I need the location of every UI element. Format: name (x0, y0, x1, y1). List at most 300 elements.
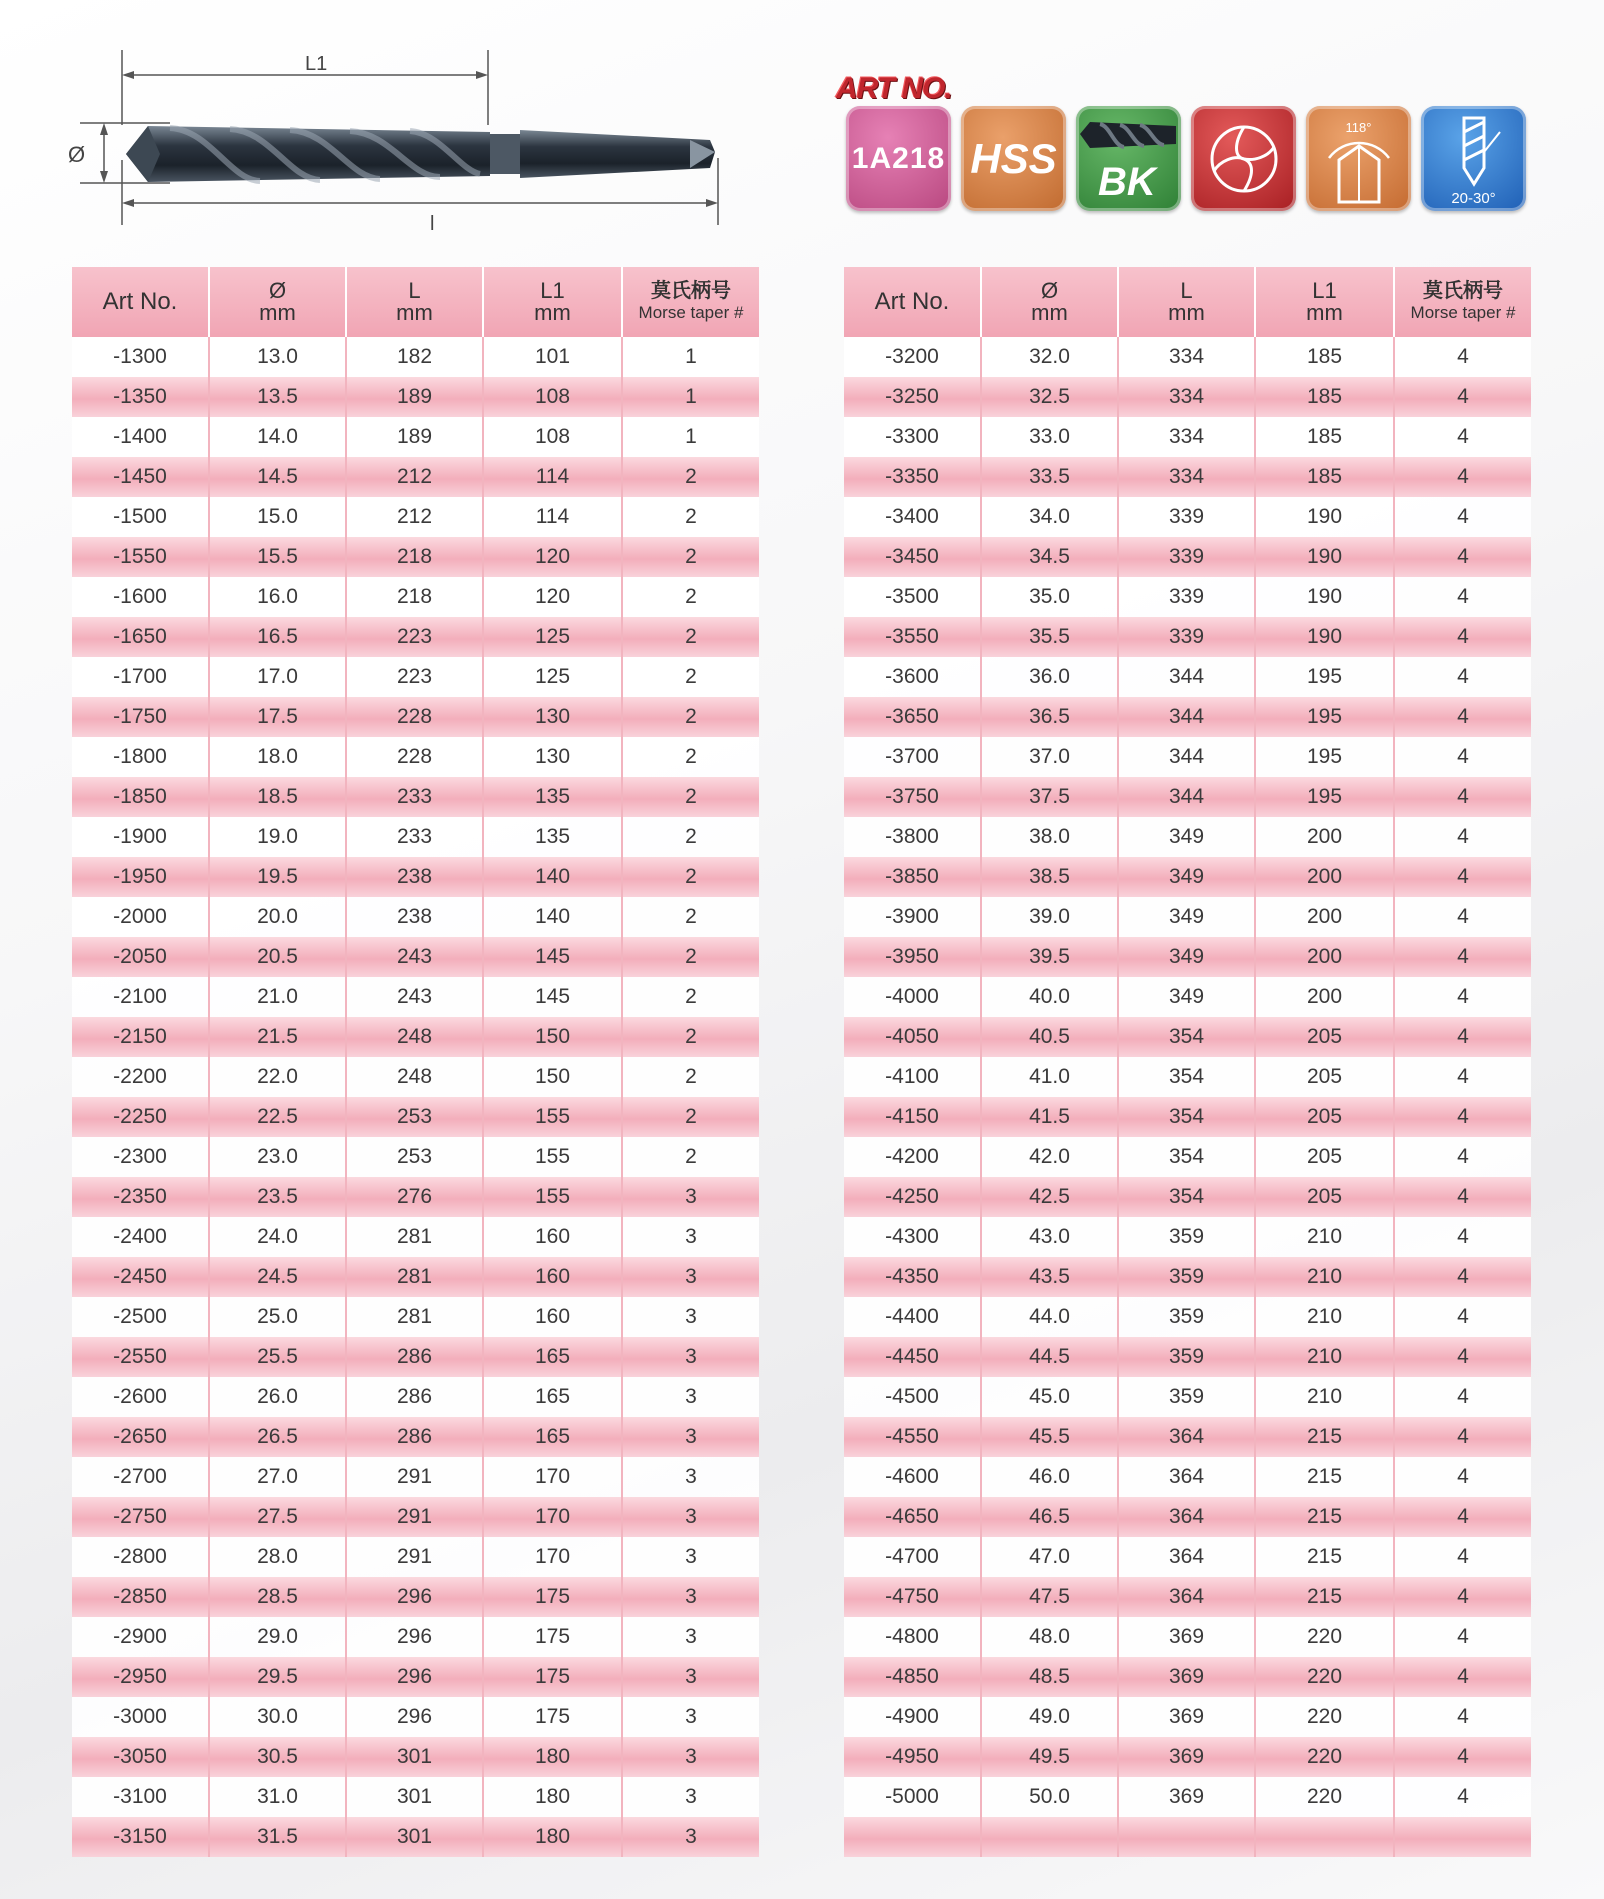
cell-flute-length: 215 (1255, 1537, 1394, 1577)
cell-art-no: -2000 (72, 897, 209, 937)
cell-diameter: 25.5 (209, 1337, 346, 1377)
cell-art-no: -2400 (72, 1217, 209, 1257)
cell-diameter: 37.5 (981, 777, 1118, 817)
cell-length: 334 (1118, 417, 1255, 457)
table-row (72, 1097, 759, 1137)
cell-morse-taper: 4 (1394, 817, 1531, 857)
cell-length: 349 (1118, 897, 1255, 937)
feature-badges (846, 106, 1526, 211)
cell-morse-taper: 3 (622, 1297, 759, 1337)
cell-diameter: 27.0 (209, 1457, 346, 1497)
cell-art-no: -2650 (72, 1417, 209, 1457)
table-row (844, 1497, 1531, 1537)
cell-diameter: 40.5 (981, 1017, 1118, 1057)
table-row (72, 577, 759, 617)
table-row (72, 1657, 759, 1697)
header-length: L mm (1118, 267, 1255, 337)
cell-art-no: -3550 (844, 617, 981, 657)
table-row (72, 1217, 759, 1257)
cell-flute-length: 220 (1255, 1777, 1394, 1817)
cell-flute-length: 190 (1255, 577, 1394, 617)
table-row (72, 457, 759, 497)
cell-art-no: -1300 (72, 337, 209, 377)
cell-flute-length: 145 (483, 937, 622, 977)
cell-flute-length: 195 (1255, 737, 1394, 777)
cell-length: 238 (346, 857, 483, 897)
cell-length: 354 (1118, 1177, 1255, 1217)
cell-diameter: 15.0 (209, 497, 346, 537)
cell-flute-length: 210 (1255, 1297, 1394, 1337)
cell-diameter: 20.5 (209, 937, 346, 977)
cell-art-no: -1900 (72, 817, 209, 857)
table-row (844, 977, 1531, 1017)
cell-diameter: 31.0 (209, 1777, 346, 1817)
cell-length: 369 (1118, 1617, 1255, 1657)
header-morse-taper: 莫氏柄号 Morse taper # (1394, 267, 1531, 337)
cell-flute-length: 170 (483, 1537, 622, 1577)
cell-length: 281 (346, 1257, 483, 1297)
cell-flute-length: 185 (1255, 377, 1394, 417)
cell-flute-length: 195 (1255, 777, 1394, 817)
cell-diameter: 33.0 (981, 417, 1118, 457)
cell-morse-taper: 4 (1394, 1777, 1531, 1817)
cell-art-no: -4500 (844, 1377, 981, 1417)
cell-length: 238 (346, 897, 483, 937)
cell-diameter: 35.5 (981, 617, 1118, 657)
cell-morse-taper: 2 (622, 657, 759, 697)
table-row (844, 1657, 1531, 1697)
cell-length: 339 (1118, 537, 1255, 577)
cell-length: 364 (1118, 1497, 1255, 1537)
cell-morse-taper: 4 (1394, 497, 1531, 537)
cell-length: 243 (346, 977, 483, 1017)
cell-morse-taper: 3 (622, 1257, 759, 1297)
cell-flute-length: 200 (1255, 937, 1394, 977)
cell-diameter: 18.5 (209, 777, 346, 817)
cell-morse-taper: 3 (622, 1777, 759, 1817)
cell-morse-taper: 4 (1394, 1697, 1531, 1737)
table-row (72, 1297, 759, 1337)
cell-length: 359 (1118, 1217, 1255, 1257)
cell-length: 296 (346, 1657, 483, 1697)
flute-badge (1191, 106, 1296, 211)
cell-flute-length: 175 (483, 1697, 622, 1737)
cell-flute-length: 155 (483, 1137, 622, 1177)
cell-flute-length: 125 (483, 657, 622, 697)
cell-art-no: -4200 (844, 1137, 981, 1177)
cell-art-no: -1350 (72, 377, 209, 417)
cell-diameter: 46.0 (981, 1457, 1118, 1497)
cell-flute-length: 175 (483, 1617, 622, 1657)
cell-length: 334 (1118, 377, 1255, 417)
cell-art-no: -4550 (844, 1417, 981, 1457)
cell-morse-taper: 4 (1394, 897, 1531, 937)
cell-length: 228 (346, 737, 483, 777)
table-row (844, 1817, 1531, 1857)
cell-flute-length: 145 (483, 977, 622, 1017)
cell-diameter: 34.0 (981, 497, 1118, 537)
table-row (844, 1097, 1531, 1137)
cell-length (1118, 1817, 1255, 1857)
cell-art-no: -4000 (844, 977, 981, 1017)
cell-flute-length: 170 (483, 1497, 622, 1537)
cell-art-no: -3450 (844, 537, 981, 577)
cell-art-no: -1800 (72, 737, 209, 777)
cell-diameter: 13.5 (209, 377, 346, 417)
cell-art-no: -2900 (72, 1617, 209, 1657)
cell-diameter: 41.5 (981, 1097, 1118, 1137)
cell-flute-length: 165 (483, 1417, 622, 1457)
table-row (844, 777, 1531, 817)
cell-diameter: 36.5 (981, 697, 1118, 737)
cell-art-no: -2200 (72, 1057, 209, 1097)
cell-flute-length: 220 (1255, 1697, 1394, 1737)
cell-flute-length: 150 (483, 1057, 622, 1097)
table-row (72, 737, 759, 777)
cell-art-no: -1600 (72, 577, 209, 617)
cell-art-no: -3800 (844, 817, 981, 857)
cell-length: 182 (346, 337, 483, 377)
cell-art-no: -2850 (72, 1577, 209, 1617)
cell-diameter: 24.0 (209, 1217, 346, 1257)
cell-length: 296 (346, 1617, 483, 1657)
cell-art-no: -3700 (844, 737, 981, 777)
cell-morse-taper: 3 (622, 1457, 759, 1497)
cell-morse-taper: 4 (1394, 417, 1531, 457)
table-row (844, 1457, 1531, 1497)
cell-morse-taper: 4 (1394, 1137, 1531, 1177)
cell-diameter: 47.5 (981, 1577, 1118, 1617)
header-diameter: Ø mm (981, 267, 1118, 337)
cell-flute-length: 160 (483, 1217, 622, 1257)
cell-morse-taper: 4 (1394, 1737, 1531, 1777)
cell-morse-taper: 3 (622, 1657, 759, 1697)
cell-flute-length: 200 (1255, 977, 1394, 1017)
header-diameter: Ø mm (209, 267, 346, 337)
cell-morse-taper: 4 (1394, 1617, 1531, 1657)
cell-morse-taper: 2 (622, 457, 759, 497)
cell-art-no: -4900 (844, 1697, 981, 1737)
cell-length: 339 (1118, 497, 1255, 537)
cell-morse-taper: 4 (1394, 1017, 1531, 1057)
cell-morse-taper: 4 (1394, 697, 1531, 737)
cell-diameter: 44.0 (981, 1297, 1118, 1337)
cell-art-no: -2100 (72, 977, 209, 1017)
cell-length: 291 (346, 1497, 483, 1537)
cell-flute-length: 135 (483, 777, 622, 817)
table-header-row (72, 267, 759, 337)
cell-diameter: 17.5 (209, 697, 346, 737)
cell-diameter: 37.0 (981, 737, 1118, 777)
table-row (72, 537, 759, 577)
table-row (844, 1017, 1531, 1057)
cell-flute-length: 125 (483, 617, 622, 657)
cell-morse-taper: 4 (1394, 577, 1531, 617)
point-angle-label: 118° (1345, 120, 1372, 135)
cell-flute-length (1255, 1817, 1394, 1857)
art-no-badge (846, 106, 951, 211)
cell-art-no: -3400 (844, 497, 981, 537)
cell-length: 218 (346, 537, 483, 577)
cell-morse-taper: 1 (622, 417, 759, 457)
cell-diameter: 39.0 (981, 897, 1118, 937)
cell-art-no: -2950 (72, 1657, 209, 1697)
cell-morse-taper: 2 (622, 737, 759, 777)
cell-flute-length: 114 (483, 457, 622, 497)
cell-morse-taper: 3 (622, 1217, 759, 1257)
cell-morse-taper: 4 (1394, 1337, 1531, 1377)
cell-morse-taper: 4 (1394, 537, 1531, 577)
cell-length: 359 (1118, 1337, 1255, 1377)
cell-morse-taper: 3 (622, 1537, 759, 1577)
table-row (72, 497, 759, 537)
helix-drill-icon (1434, 112, 1514, 192)
cell-morse-taper: 2 (622, 1017, 759, 1057)
cell-morse-taper: 3 (622, 1737, 759, 1777)
cell-morse-taper: 4 (1394, 977, 1531, 1017)
cell-diameter: 45.0 (981, 1377, 1118, 1417)
cell-length: 339 (1118, 617, 1255, 657)
cell-diameter: 21.0 (209, 977, 346, 1017)
cell-diameter: 46.5 (981, 1497, 1118, 1537)
table-row (72, 1777, 759, 1817)
table-row (72, 1417, 759, 1457)
cell-morse-taper: 4 (1394, 737, 1531, 777)
table-row (72, 1737, 759, 1777)
cell-length: 189 (346, 417, 483, 457)
cell-flute-length: 210 (1255, 1217, 1394, 1257)
table-row (72, 697, 759, 737)
flute-section-icon (1204, 119, 1284, 199)
cell-diameter: 19.0 (209, 817, 346, 857)
table-row (844, 337, 1531, 377)
cell-art-no: -2450 (72, 1257, 209, 1297)
cell-flute-length: 190 (1255, 617, 1394, 657)
cell-morse-taper: 4 (1394, 1057, 1531, 1097)
cell-art-no: -4150 (844, 1097, 981, 1137)
cell-morse-taper: 4 (1394, 1177, 1531, 1217)
cell-art-no: -1700 (72, 657, 209, 697)
cell-length: 281 (346, 1217, 483, 1257)
cell-length: 253 (346, 1137, 483, 1177)
cell-length: 354 (1118, 1057, 1255, 1097)
cell-art-no: -4250 (844, 1177, 981, 1217)
cell-length: 349 (1118, 977, 1255, 1017)
cell-art-no: -4050 (844, 1017, 981, 1057)
cell-length: 301 (346, 1737, 483, 1777)
cell-morse-taper: 4 (1394, 777, 1531, 817)
cell-art-no: -1400 (72, 417, 209, 457)
cell-art-no: -3150 (72, 1817, 209, 1857)
cell-flute-length: 220 (1255, 1657, 1394, 1697)
cell-diameter: 23.0 (209, 1137, 346, 1177)
cell-art-no: -3100 (72, 1777, 209, 1817)
cell-flute-length: 200 (1255, 857, 1394, 897)
table-row (844, 737, 1531, 777)
cell-diameter: 49.0 (981, 1697, 1118, 1737)
cell-art-no: -2350 (72, 1177, 209, 1217)
cell-morse-taper: 4 (1394, 1537, 1531, 1577)
cell-art-no: -2600 (72, 1377, 209, 1417)
cell-length: 189 (346, 377, 483, 417)
art-no-value: 1A218 (851, 141, 946, 175)
cell-flute-length: 205 (1255, 1057, 1394, 1097)
table-row (72, 1457, 759, 1497)
table-row (844, 1537, 1531, 1577)
cell-flute-length: 205 (1255, 1177, 1394, 1217)
cell-art-no: -3000 (72, 1697, 209, 1737)
cell-diameter: 14.5 (209, 457, 346, 497)
cell-diameter: 22.5 (209, 1097, 346, 1137)
table-row (72, 1017, 759, 1057)
cell-flute-length: 120 (483, 577, 622, 617)
cell-flute-length: 114 (483, 497, 622, 537)
header-length: L mm (346, 267, 483, 337)
cell-art-no: -3600 (844, 657, 981, 697)
table-row (844, 577, 1531, 617)
cell-flute-length: 120 (483, 537, 622, 577)
table-row (72, 1137, 759, 1177)
cell-diameter: 30.5 (209, 1737, 346, 1777)
cell-morse-taper: 3 (622, 1697, 759, 1737)
cell-flute-length: 185 (1255, 457, 1394, 497)
finish-label: BK (1098, 160, 1156, 204)
cell-flute-length: 185 (1255, 337, 1394, 377)
cell-length: 349 (1118, 937, 1255, 977)
cell-flute-length: 130 (483, 697, 622, 737)
cell-morse-taper: 4 (1394, 337, 1531, 377)
cell-flute-length: 180 (483, 1817, 622, 1857)
cell-diameter: 19.5 (209, 857, 346, 897)
cell-art-no: -3200 (844, 337, 981, 377)
cell-art-no: -1750 (72, 697, 209, 737)
cell-morse-taper: 2 (622, 1097, 759, 1137)
cell-flute-length: 160 (483, 1297, 622, 1337)
cell-diameter: 17.0 (209, 657, 346, 697)
cell-morse-taper: 4 (1394, 1097, 1531, 1137)
cell-length: 369 (1118, 1657, 1255, 1697)
cell-diameter: 27.5 (209, 1497, 346, 1537)
cell-length: 276 (346, 1177, 483, 1217)
cell-length: 349 (1118, 817, 1255, 857)
drill-dimension-diagram (60, 40, 780, 240)
table-row (844, 617, 1531, 657)
cell-length: 248 (346, 1017, 483, 1057)
bk-finish-badge (1076, 106, 1181, 211)
header-art-no: Art No. (72, 267, 209, 337)
cell-diameter: 42.0 (981, 1137, 1118, 1177)
cell-art-no: -4750 (844, 1577, 981, 1617)
cell-diameter: 28.5 (209, 1577, 346, 1617)
cell-diameter: 32.0 (981, 337, 1118, 377)
cell-length: 296 (346, 1697, 483, 1737)
cell-art-no: -2300 (72, 1137, 209, 1177)
cell-art-no: -5000 (844, 1777, 981, 1817)
cell-morse-taper: 4 (1394, 1497, 1531, 1537)
cell-art-no: -1850 (72, 777, 209, 817)
table-row (844, 817, 1531, 857)
cell-flute-length: 101 (483, 337, 622, 377)
point-angle-badge (1306, 106, 1411, 211)
cell-diameter: 38.5 (981, 857, 1118, 897)
table-row (72, 617, 759, 657)
cell-art-no: -4650 (844, 1497, 981, 1537)
cell-morse-taper: 1 (622, 377, 759, 417)
table-row (72, 1697, 759, 1737)
cell-diameter: 13.0 (209, 337, 346, 377)
cell-art-no: -4100 (844, 1057, 981, 1097)
cell-morse-taper (1394, 1817, 1531, 1857)
header-flute-length: L1 mm (483, 267, 622, 337)
cell-morse-taper: 4 (1394, 457, 1531, 497)
header-morse-taper: 莫氏柄号 Morse taper # (622, 267, 759, 337)
cell-art-no: -3250 (844, 377, 981, 417)
cell-flute-length: 170 (483, 1457, 622, 1497)
cell-morse-taper: 4 (1394, 377, 1531, 417)
table-row (72, 337, 759, 377)
cell-art-no: -3650 (844, 697, 981, 737)
cell-art-no: -4600 (844, 1457, 981, 1497)
cell-diameter: 22.0 (209, 1057, 346, 1097)
l1-dimension-label: L1 (305, 53, 328, 75)
header-flute-length: L1 mm (1255, 267, 1394, 337)
cell-length: 344 (1118, 697, 1255, 737)
diameter-dimension-label: Ø (68, 142, 86, 167)
cell-diameter: 26.0 (209, 1377, 346, 1417)
cell-flute-length: 210 (1255, 1337, 1394, 1377)
table-row (72, 1337, 759, 1377)
cell-morse-taper: 2 (622, 777, 759, 817)
cell-length: 359 (1118, 1377, 1255, 1417)
table-row (72, 897, 759, 937)
cell-art-no: -4450 (844, 1337, 981, 1377)
cell-morse-taper: 4 (1394, 657, 1531, 697)
table-row (844, 1337, 1531, 1377)
cell-diameter: 24.5 (209, 1257, 346, 1297)
table-row (72, 977, 759, 1017)
cell-length: 291 (346, 1537, 483, 1577)
table-row (844, 537, 1531, 577)
cell-morse-taper: 4 (1394, 1377, 1531, 1417)
cell-morse-taper: 4 (1394, 1417, 1531, 1457)
cell-length: 212 (346, 497, 483, 537)
table-row (844, 417, 1531, 457)
cell-art-no: -2700 (72, 1457, 209, 1497)
cell-flute-length: 220 (1255, 1737, 1394, 1777)
cell-diameter: 14.0 (209, 417, 346, 457)
cell-length: 248 (346, 1057, 483, 1097)
table-row (72, 937, 759, 977)
cell-art-no: -3350 (844, 457, 981, 497)
cell-diameter: 36.0 (981, 657, 1118, 697)
cell-length: 218 (346, 577, 483, 617)
cell-flute-length: 108 (483, 377, 622, 417)
cell-length: 364 (1118, 1537, 1255, 1577)
cell-diameter (981, 1817, 1118, 1857)
table-row (844, 377, 1531, 417)
cell-flute-length: 205 (1255, 1137, 1394, 1177)
cell-morse-taper: 4 (1394, 857, 1531, 897)
cell-length: 243 (346, 937, 483, 977)
table-row (72, 1497, 759, 1537)
cell-flute-length: 108 (483, 417, 622, 457)
cell-length: 339 (1118, 577, 1255, 617)
cell-flute-length: 175 (483, 1657, 622, 1697)
table-row (72, 1577, 759, 1617)
cell-art-no: -4400 (844, 1297, 981, 1337)
cell-morse-taper: 4 (1394, 1217, 1531, 1257)
cell-morse-taper: 2 (622, 897, 759, 937)
